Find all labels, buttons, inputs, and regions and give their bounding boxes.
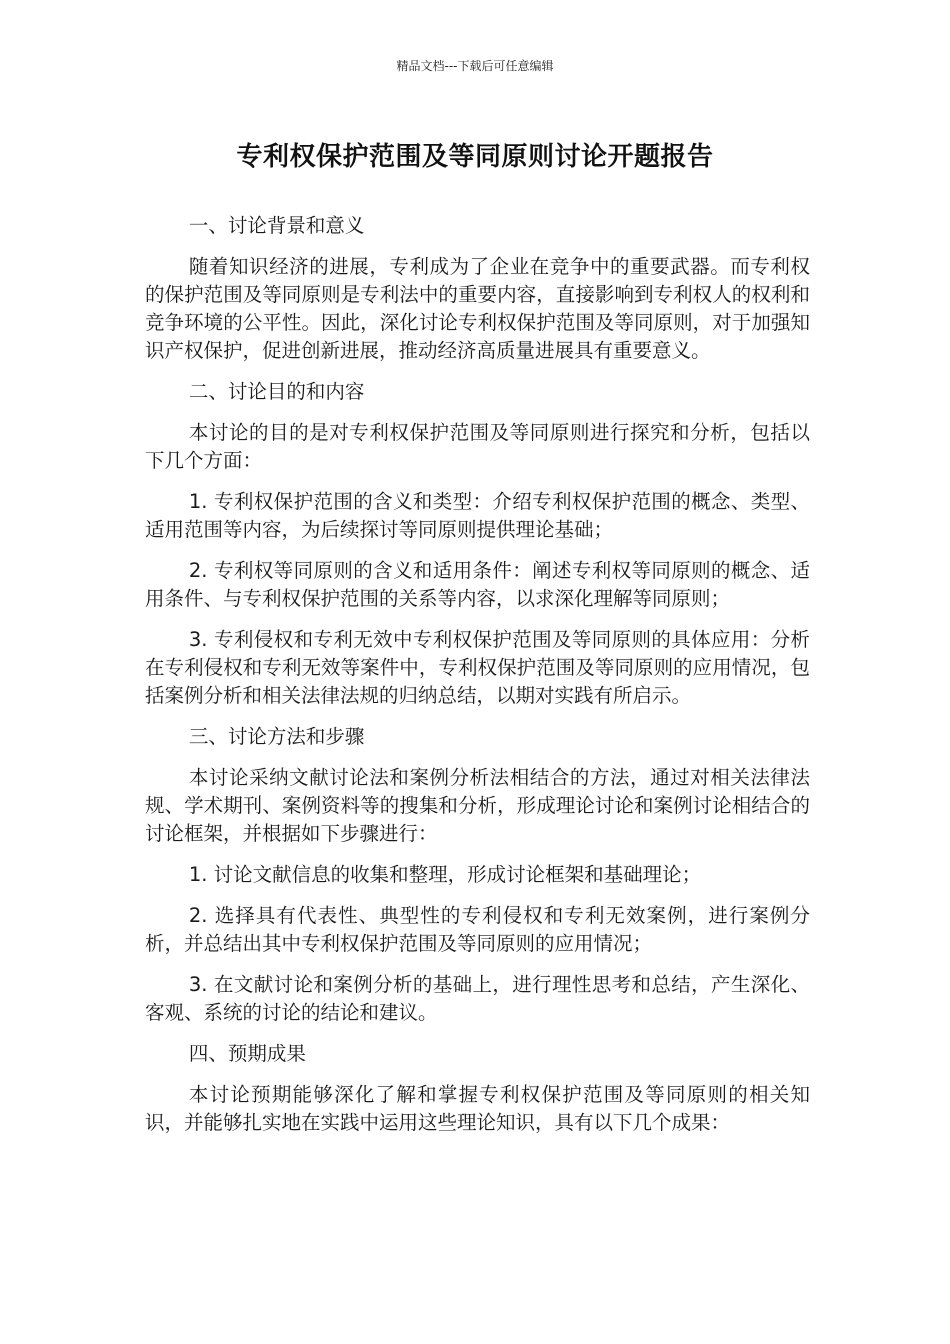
paragraph: 随着知识经济的进展，专利成为了企业在竞争中的重要武器。而专利权的保护范围及等同原则是专利法中的重要内容，直接影响到专利权人的权利和竞争环境的公平性。因此，深化讨论专利权保护范围及等同原则，对于加强知识产权保护，促进创新进展，推动经济高质量进展具有重要意义。	[145, 255, 810, 362]
section-heading-1: 一、讨论背景和意义	[188, 214, 365, 237]
list-item: 1. 讨论文献信息的收集和整理，形成讨论框架和基础理论；	[188, 863, 702, 886]
paragraph: 本讨论采纳文献讨论法和案例分析法相结合的方法，通过对相关法律法规、学术期刊、案例资料等的搜集和分析，形成理论讨论和案例讨论相结合的讨论框架，并根据如下步骤进行：	[145, 766, 810, 845]
section-heading-2: 二、讨论目的和内容	[188, 380, 365, 403]
list-item: 1. 专利权保护范围的含义和类型：介绍专利权保护范围的概念、类型、适用范围等内容，为后续探讨等同原则提供理论基础；	[145, 490, 810, 541]
list-item: 3. 在文献讨论和案例分析的基础上，进行理性思考和总结，产生深化、客观、系统的讨论的结论和建议。	[145, 973, 810, 1024]
section-heading-3: 三、讨论方法和步骤	[188, 725, 365, 748]
list-item: 2. 选择具有代表性、典型性的专利侵权和专利无效案例，进行案例分析，并总结出其中专利权保护范围及等同原则的应用情况；	[145, 904, 810, 955]
paragraph: 本讨论预期能够深化了解和掌握专利权保护范围及等同原则的相关知识，并能够扎实地在实践中运用这些理论知识，具有以下几个成果：	[145, 1083, 810, 1134]
list-item: 3. 专利侵权和专利无效中专利权保护范围及等同原则的具体应用：分析在专利侵权和专利无效等案件中，专利权保护范围及等同原则的应用情况，包括案例分析和相关法律法规的归纳总结，以期对实践有所启示。	[145, 628, 810, 707]
document-body	[145, 212, 810, 1150]
page-header: 精品文档---下载后可任意编辑	[396, 59, 554, 73]
document-title: 专利权保护范围及等同原则讨论开题报告	[236, 142, 714, 172]
section-heading-4: 四、预期成果	[188, 1042, 306, 1065]
list-item: 2. 专利权等同原则的含义和适用条件：阐述专利权等同原则的概念、适用条件、与专利权保护范围的关系等内容，以求深化理解等同原则；	[145, 559, 810, 610]
paragraph: 本讨论的目的是对专利权保护范围及等同原则进行探究和分析，包括以下几个方面：	[145, 421, 810, 472]
